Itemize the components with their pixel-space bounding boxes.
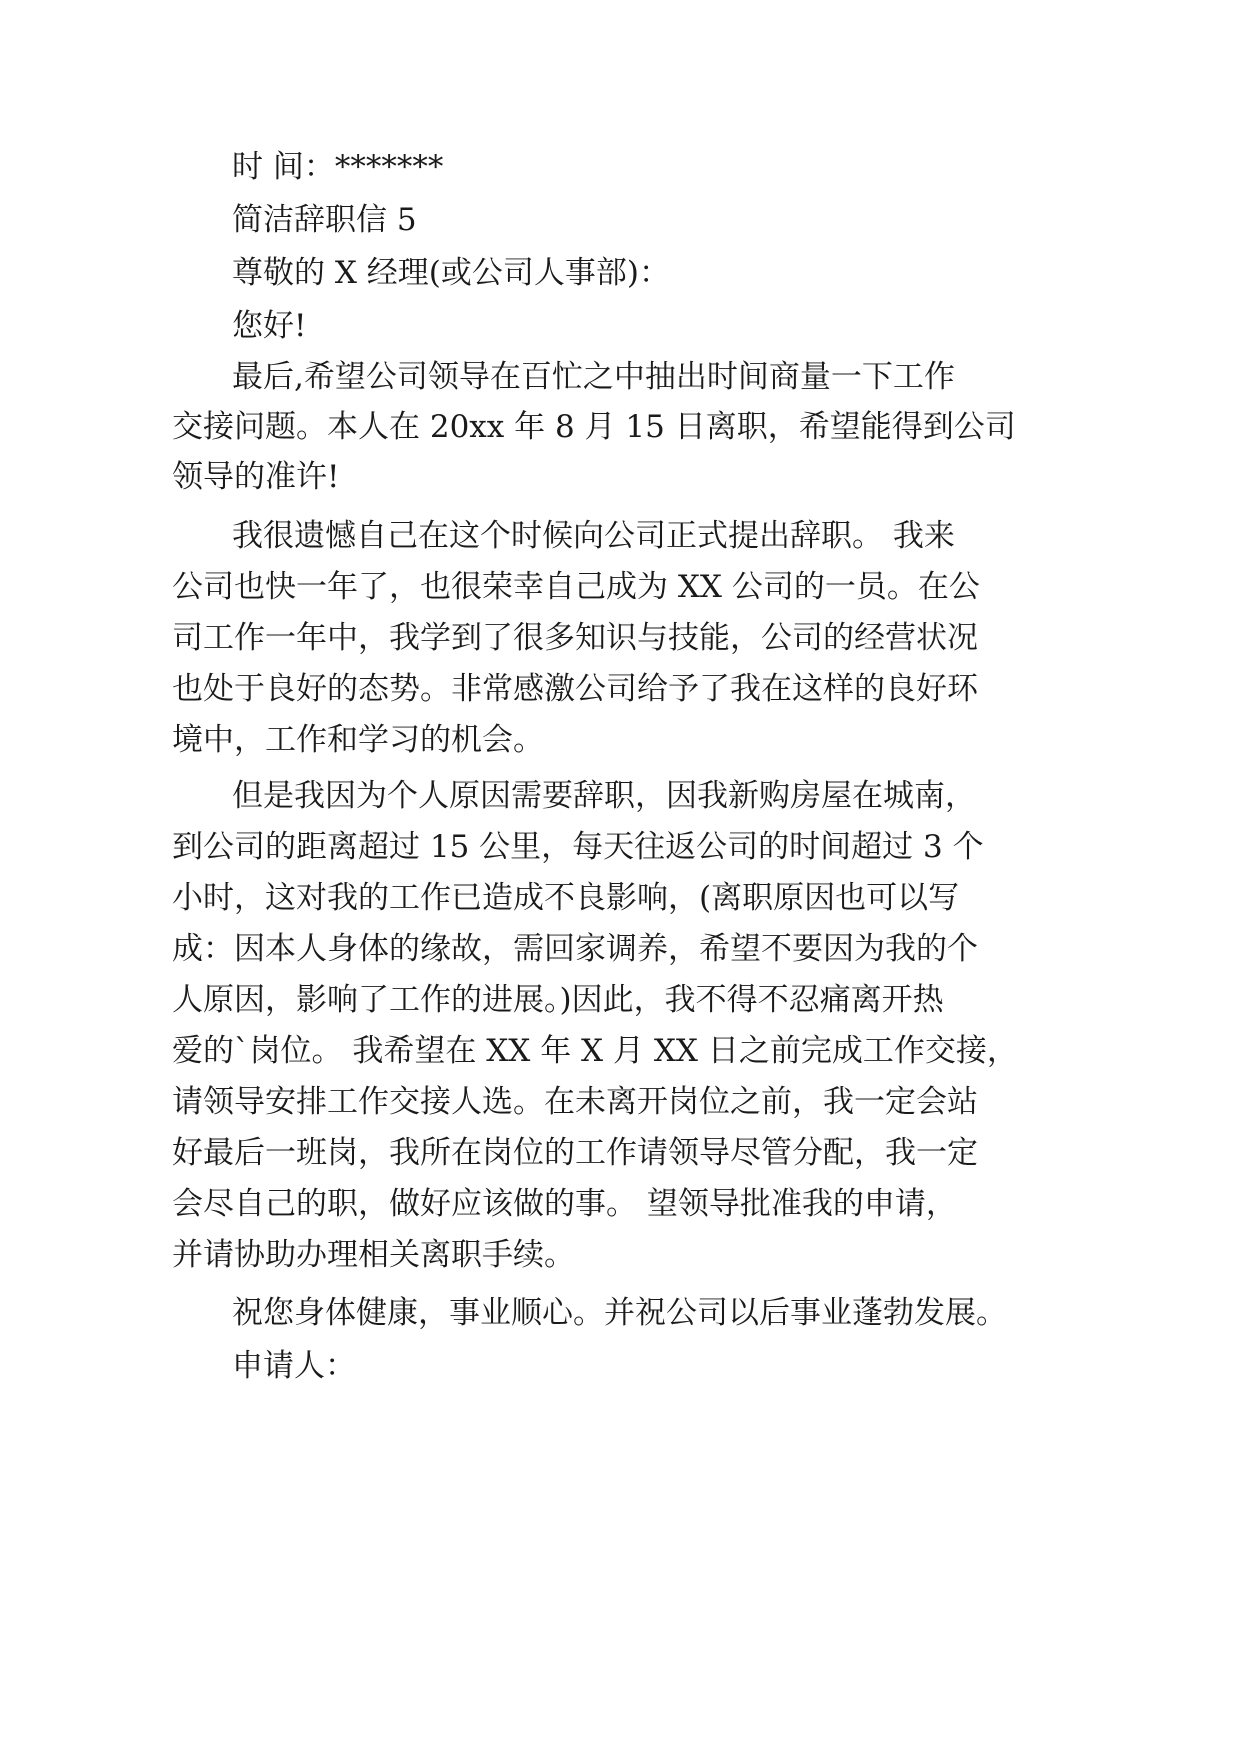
paragraph3-line: 到公司的距离超过 15 公里，每天往返公司的时间超过 3 个 [172, 829, 984, 865]
paragraph2-line: 我很遗憾自己在这个时候向公司正式提出辞职。 我来 [232, 518, 955, 554]
closing-line: 祝您身体健康，事业顺心。并祝公司以后事业蓬勃发展。 [232, 1295, 1007, 1331]
time-line: 时 间：******* [232, 149, 444, 185]
greeting: 您好! [232, 308, 307, 344]
paragraph3-line: 成：因本人身体的缘故，需回家调养，希望不要因为我的个 [172, 931, 978, 967]
applicant-label: 申请人： [232, 1348, 356, 1384]
paragraph3-line: 请领导安排工作交接人选。在未离开岗位之前，我一定会站 [172, 1084, 978, 1120]
paragraph3-line: 并请协助办理相关离职手续。 [172, 1237, 575, 1273]
paragraph2-line: 也处于良好的态势。非常感激公司给予了我在这样的良好环 [172, 671, 978, 707]
paragraph1-line: 最后,希望公司领导在百忙之中抽出时间商量一下工作 [232, 359, 955, 395]
paragraph3-line: 爱的`岗位。 我希望在 XX 年 X 月 XX 日之前完成工作交接， [172, 1033, 1018, 1069]
paragraph3-line: 但是我因为个人原因需要辞职，因我新购房屋在城南， [232, 778, 976, 814]
paragraph3-line: 会尽自己的职，做好应该做的事。 望领导批准我的申请， [172, 1186, 957, 1222]
paragraph2-line: 司工作一年中，我学到了很多知识与技能，公司的经营状况 [172, 620, 978, 656]
paragraph1-line: 领导的准许! [172, 459, 340, 495]
letter-title: 简洁辞职信 5 [232, 202, 417, 238]
paragraph3-line: 小时，这对我的工作已造成不良影响，(离职原因也可以写 [172, 880, 960, 916]
paragraph1-line: 交接问题。本人在 20xx 年 8 月 15 日离职，希望能得到公司 [172, 409, 1016, 445]
paragraph2-line: 境中，工作和学习的机会。 [172, 722, 544, 758]
paragraph3-line: 人原因，影响了工作的进展。)因此，我不得不忍痛离开热 [172, 982, 944, 1018]
paragraph2-line: 公司也快一年了，也很荣幸自己成为 XX 公司的一员。在公 [172, 569, 980, 605]
salutation: 尊敬的 X 经理(或公司人事部)： [232, 255, 670, 291]
paragraph3-line: 好最后一班岗，我所在岗位的工作请领导尽管分配，我一定 [172, 1135, 978, 1171]
